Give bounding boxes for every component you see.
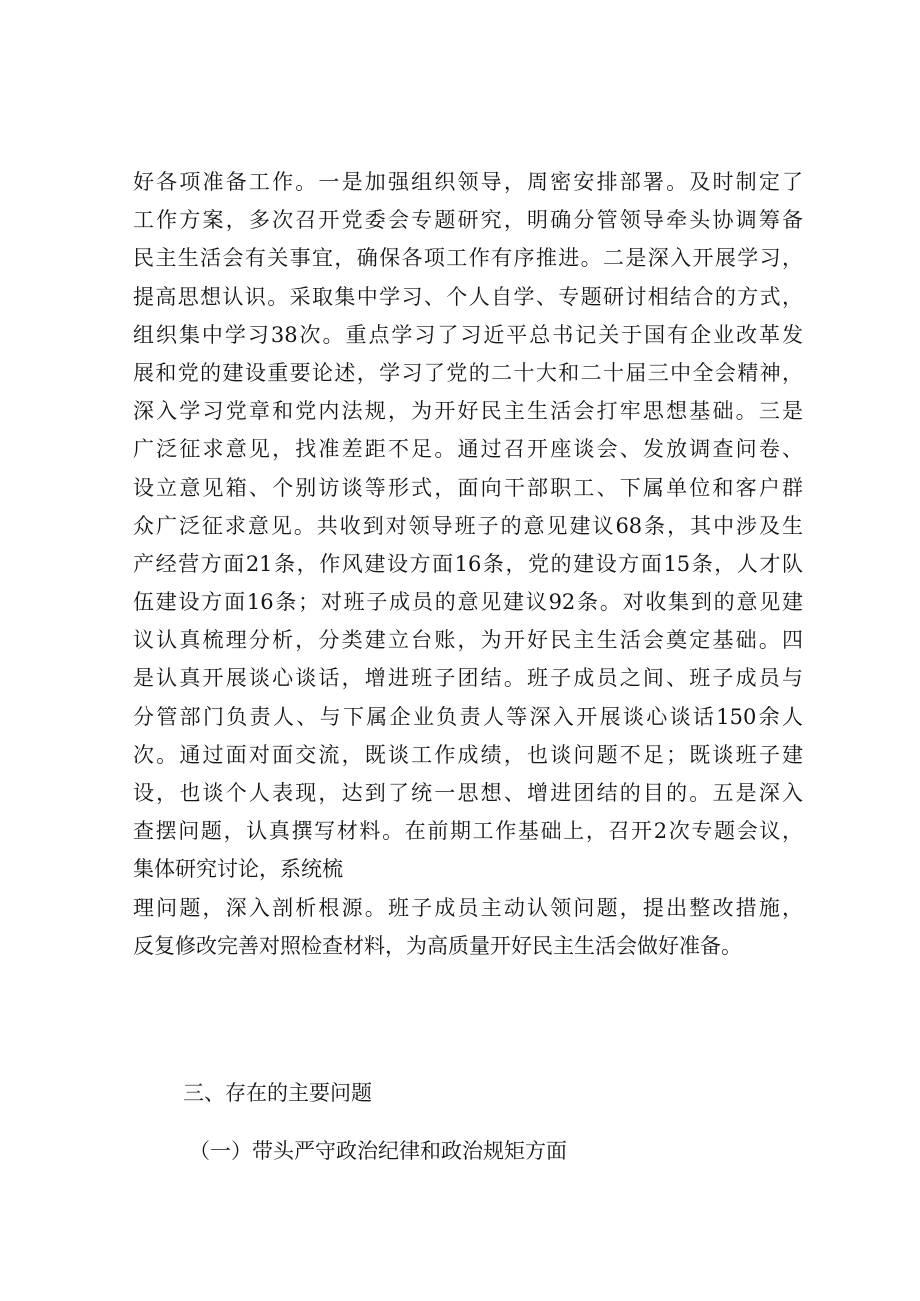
paragraph-line: 分管部门负责人、与下属企业负责人等深入开展谈心谈话150余人 (133, 704, 803, 729)
paragraph-line: 反复修改完善对照检查材料，为高质量开好民主生活会做好准备。 (133, 933, 742, 958)
paragraph-line: 深入学习党章和党内法规，为开好民主生活会打牢思想基础。三是 (133, 399, 803, 424)
paragraph-line: 广泛征求意见，找准差距不足。通过召开座谈会、发放调查问卷、 (133, 437, 803, 462)
subsection-heading: （一）带头严守政治纪律和政治规矩方面 (189, 1139, 567, 1163)
section-heading: 三、存在的主要问题 (183, 1081, 372, 1105)
paragraph-line: 工作方案，多次召开党委会专题研究，明确分管领导牵头协调筹备 (133, 208, 803, 233)
paragraph-line: 次。通过面对面交流，既谈工作成绩，也谈问题不足；既谈班子建 (133, 742, 803, 767)
paragraph-line: 是认真开展谈心谈话，增进班子团结。班子成员之间、班子成员与 (133, 666, 803, 691)
body-text (133, 163, 803, 965)
paragraph-line: 集体研究讨论，系统梳 (133, 857, 343, 882)
paragraph-line: 众广泛征求意见。共收到对领导班子的意见建议68条，其中涉及生 (133, 513, 803, 538)
paragraph-line: 设立意见箱、个别访谈等形式，面向干部职工、下属单位和客户群 (133, 475, 803, 500)
paragraph-line: 理问题，深入剖析根源。班子成员主动认领问题，提出整改措施， (133, 895, 803, 920)
paragraph-line: 伍建设方面16条；对班子成员的意见建议92条。对收集到的意见建 (133, 590, 803, 615)
paragraph-line: 产经营方面21条，作风建设方面16条，党的建设方面15条，人才队 (133, 551, 803, 576)
paragraph-line: 民主生活会有关事宜，确保各项工作有序推进。二是深入开展学习， (133, 246, 803, 271)
paragraph-line: 提高思想认识。采取集中学习、个人自学、专题研讨相结合的方式， (133, 284, 803, 309)
paragraph-line: 设，也谈个人表现，达到了统一思想、增进团结的目的。五是深入 (133, 781, 803, 805)
paragraph-line: 展和党的建设重要论述，学习了党的二十大和二十届三中全会精神， (133, 360, 803, 385)
paragraph-line: 查摆问题，认真撰写材料。在前期工作基础上，召开2次专题会议， (133, 819, 803, 844)
paragraph-line: 好各项准备工作。一是加强组织领导，周密安排部署。及时制定了 (133, 170, 803, 194)
paragraph-line: 议认真梳理分析，分类建立台账，为开好民主生活会奠定基础。四 (133, 628, 803, 653)
paragraph-line: 组织集中学习38次。重点学习了习近平总书记关于国有企业改革发 (133, 322, 803, 347)
